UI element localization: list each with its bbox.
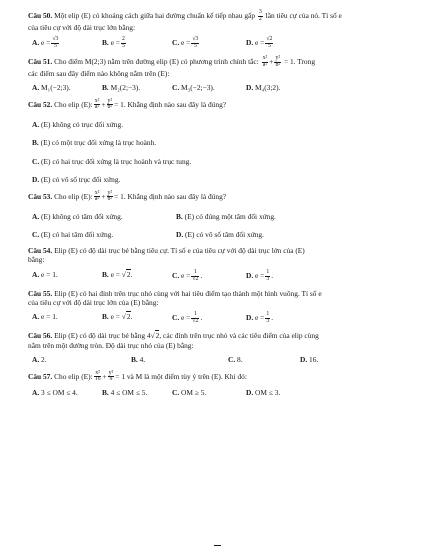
option-b[interactable]: B. e = √2.	[102, 269, 133, 279]
page-divider	[214, 545, 221, 546]
answer-options	[28, 312, 407, 325]
option-b[interactable]: B. (E) có đúng một tâm đối xứng.	[176, 212, 276, 222]
option-b[interactable]: B. 4.	[131, 354, 146, 364]
answer-options	[28, 212, 407, 221]
question-number: Câu 50.	[28, 11, 53, 20]
question-number: Câu 56.	[28, 331, 53, 341]
answer-options	[28, 120, 407, 184]
option-d[interactable]: D. (E) có vô số trục đối xứng.	[32, 174, 121, 184]
question-number: Câu 57.	[28, 371, 53, 381]
question-stem: Câu 54. Elip (E) có độ dài trục bé bằng tiêu cự. Tỉ số e của tiêu cự với độ dài trục lớn của (E) bằng:	[28, 246, 305, 265]
question-55	[28, 289, 407, 325]
answer-options	[28, 355, 407, 364]
option-c[interactable]: C. OM ≥ 5.	[172, 388, 207, 398]
option-c[interactable]: C. 8.	[228, 354, 243, 364]
answer-options	[28, 270, 407, 283]
option-a[interactable]: A. (E) không có trục đối xứng.	[32, 120, 124, 130]
question-number: Câu 53.	[28, 191, 53, 201]
question-57	[28, 371, 407, 398]
option-a[interactable]: A. M₁(−2;3).	[32, 82, 71, 92]
question-stem: Câu 56. Elip (E) có độ dài trục bé bằng 4√2, các đỉnh trên trục nhỏ và các tiêu điểm của elip cùng nằm trên một đường tròn. Độ dài trục nhỏ của (E) bằng:	[28, 331, 319, 350]
option-a[interactable]: A. 2.	[32, 354, 47, 364]
option-c[interactable]: C. e = $\frac{1}{√2}$ .	[172, 311, 203, 325]
answer-options	[28, 230, 407, 239]
option-a[interactable]: A. e = $\frac{√3}{5}$	[32, 35, 59, 49]
option-c[interactable]: C. e = $\frac{√3}{5}$	[172, 35, 199, 49]
question-number: Câu 51.	[28, 56, 53, 66]
option-a[interactable]: A. e = 1.	[32, 269, 58, 279]
question-51	[28, 56, 407, 92]
answer-options	[28, 388, 407, 397]
question-stem: Câu 57. Cho elip (E): $\frac{\text{x²}}{16}$ + $\frac{\text{y²}}{9}$ = 1 và M là một điểm tùy ý trên (E). Khi đó:	[28, 369, 247, 383]
question-stem: Câu 52. Cho elip (E): $\frac{\text{x²}}{\text{a²}}$ + $\frac{\text{y²}}{\text{b²}}$ = 1. Khẳng định nào sau đây là đúng?	[28, 97, 227, 111]
question-number: Câu 55.	[28, 288, 53, 298]
question-stem: Câu 51. Cho điểm M(2;3) nằm trên đường elip (E) có phương trình chính tắc: $\frac{\text{x²}}{\text{a²}}$ + $\frac{\text{y²}}{\text{b²}}$ = 1. Trong các điểm sau đây điểm nào không nằm trên (E):	[28, 54, 316, 78]
option-c[interactable]: C. e = $\frac{1}{√2}$ .	[172, 268, 203, 282]
question-53	[28, 191, 407, 240]
option-b[interactable]: B. e = $\frac{2}{5}$	[102, 35, 125, 49]
option-b[interactable]: B. e = √2.	[102, 312, 133, 322]
option-d[interactable]: D. e = $\frac{√2}{5}$	[246, 35, 273, 49]
option-c[interactable]: C. (E) có hai trục đối xứng là trục hoành và trục tung.	[32, 156, 192, 166]
option-c[interactable]: C. M₃(−2;−3).	[172, 82, 215, 92]
answer-options	[28, 37, 407, 50]
option-b[interactable]: B. 4 ≤ OM ≤ 5.	[102, 388, 148, 398]
option-d[interactable]: D. (E) có vô số tâm đối xứng.	[176, 230, 264, 240]
question-56	[28, 331, 407, 364]
option-c[interactable]: C. (E) có hai tâm đối xứng.	[32, 230, 114, 240]
option-a[interactable]: A. (E) không có tâm đối xứng.	[32, 212, 123, 222]
question-stem: Câu 50. Một elip (E) có khoảng cách giữa hai đường chuẩn kế tiếp nhau gấp $\frac{3}{2}$ lần tiêu cự của nó. Tỉ số e của tiêu cự với độ dài trục lớn bằng:	[28, 9, 342, 32]
option-d[interactable]: D. e = $\frac{1}{3}$ .	[246, 268, 274, 282]
option-a[interactable]: A. e = 1.	[32, 312, 58, 322]
question-number: Câu 52.	[28, 99, 53, 109]
option-a[interactable]: A. 3 ≤ OM ≤ 4.	[32, 388, 78, 398]
option-d[interactable]: D. OM ≤ 3.	[246, 388, 281, 398]
answer-options	[28, 83, 407, 92]
fraction: $\frac{3}{2}$	[258, 9, 262, 22]
option-b[interactable]: B. (E) có một trục đối xứng là trục hoành.	[32, 138, 157, 148]
option-d[interactable]: D. M₄(3;2).	[246, 82, 281, 92]
question-50	[28, 10, 407, 49]
option-d[interactable]: D. 16.	[300, 354, 319, 364]
question-stem: Câu 55. Elip (E) có hai đỉnh trên trục nhỏ cùng với hai tiêu điểm tạo thành một hình vuông. Tỉ số e của tiêu cự với độ dài trục lớn của (E) bằng:	[28, 288, 322, 308]
question-54	[28, 246, 407, 282]
option-b[interactable]: B. M₂(2;−3).	[102, 82, 141, 92]
question-52	[28, 99, 407, 185]
option-d[interactable]: D. e = $\frac{1}{3}$ .	[246, 311, 274, 325]
question-stem: Câu 53. Cho elip (E): $\frac{\text{x²}}{\text{a²}}$ + $\frac{\text{y²}}{\text{b²}}$ = 1. Khẳng định nào sau đây là đúng?	[28, 189, 227, 203]
question-number: Câu 54.	[28, 246, 53, 256]
